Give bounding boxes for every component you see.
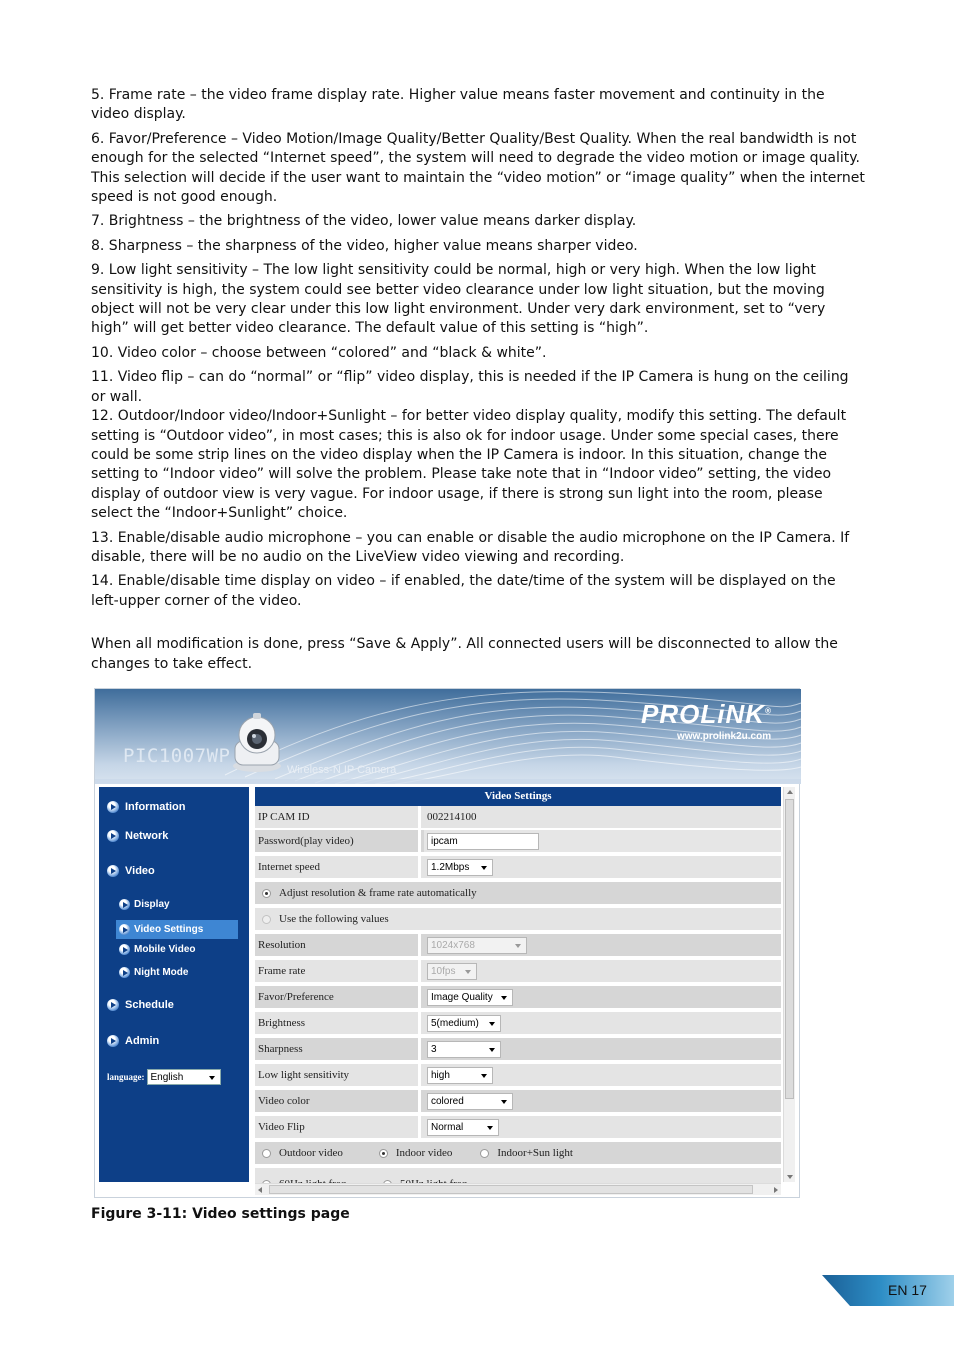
language-label: language: xyxy=(107,1072,145,1082)
nav-night-mode[interactable]: Night Mode xyxy=(119,967,188,978)
nav-network[interactable]: Network xyxy=(107,830,168,842)
sharpness-select[interactable]: 3 xyxy=(427,1041,501,1058)
nav-arrow-icon xyxy=(119,944,130,955)
video-flip-label: Video Flip xyxy=(258,1116,421,1138)
paragraph-low-light: 9. Low light sensitivity – The low light sensitivity could be normal, high or very high. When the low light sensitivity is high, the system could see better video clearance under low light situation, but the moving object will not be very clear under this low light environment. Under very dark environment, set to “very high” will get better video clearance. The default value of this setting is “high”. xyxy=(91,262,826,337)
video-settings-screenshot xyxy=(94,688,800,1198)
row-manual-values xyxy=(255,908,781,932)
resolution-label: Resolution xyxy=(258,934,421,956)
nav-arrow-icon xyxy=(107,1035,119,1047)
row-password xyxy=(255,830,781,854)
settings-panel xyxy=(255,787,781,1182)
camera-icon xyxy=(227,711,287,773)
manual-values-radio[interactable] xyxy=(262,915,271,924)
scroll-down-icon[interactable] xyxy=(787,1175,793,1179)
frame-rate-label: Frame rate xyxy=(258,960,421,982)
password-label: Password(play video) xyxy=(258,830,421,852)
paragraph-time-display: 14. Enable/disable time display on video – if enabled, the date/time of the system will be displayed on the left-upper corner of the video. xyxy=(91,573,836,609)
nav-video[interactable]: Video xyxy=(107,865,155,877)
brightness-select[interactable]: 5(medium) xyxy=(427,1015,501,1032)
indoor-video-radio[interactable] xyxy=(379,1149,388,1158)
language-select[interactable]: English xyxy=(147,1069,221,1085)
paragraph-favor: 6. Favor/Preference – Video Motion/Image Quality/Better Quality/Best Quality. When the real bandwidth is not enough for the selected “Internet speed”, the system will need to degrade the video motion or image quality. This selection will decide if the user want to maintain the “video motion” or “image quality” when the internet speed is not good enough. xyxy=(91,130,865,206)
password-input[interactable]: ipcam xyxy=(427,833,539,850)
row-internet-speed xyxy=(255,856,781,880)
nav-arrow-icon xyxy=(107,999,119,1011)
horizontal-scroll-thumb[interactable] xyxy=(269,1185,753,1194)
brand-name: PROLiNK xyxy=(641,699,765,729)
nav-video-settings[interactable]: Video Settings xyxy=(116,920,238,939)
indoor-video-label: Indoor video xyxy=(395,1147,453,1159)
row-auto-adjust xyxy=(255,882,781,906)
nav-arrow-icon xyxy=(107,865,119,877)
outdoor-video-label: Outdoor video xyxy=(279,1147,343,1159)
internet-speed-select[interactable]: 1.2Mbps xyxy=(427,859,493,876)
nav-mobile-video[interactable]: Mobile Video xyxy=(119,944,196,955)
nav-arrow-icon xyxy=(119,899,130,910)
ip-cam-id-label: IP CAM ID xyxy=(258,806,421,828)
scroll-left-icon[interactable] xyxy=(258,1187,262,1193)
vertical-scroll-thumb[interactable] xyxy=(785,799,794,1099)
scroll-right-icon[interactable] xyxy=(774,1187,778,1193)
video-color-select[interactable]: colored xyxy=(427,1093,513,1110)
figure-caption: Figure 3-11: Video settings page xyxy=(91,1206,350,1222)
favor-label: Favor/Preference xyxy=(258,986,421,1008)
paragraph-outdoor-indoor: 12. Outdoor/Indoor video/Indoor+Sunlight – for better video display quality, modify this setting. The default setting is “Outdoor video”, in most cases; this is also ok for indoor usage. Under some special cases, there could be some strip lines on the video display when the IP Camera is indoor. In this situation, change the setting to “Indoor video” will solve the problem. Please take note that in “Indoor video” setting, the video display of outdoor view is very vague. For indoor usage, if there is strong sun light into the room, please select the “Indoor+Sunlight” choice. xyxy=(91,408,847,522)
row-frame-rate xyxy=(255,960,781,984)
nav-schedule[interactable]: Schedule xyxy=(107,999,174,1011)
row-resolution xyxy=(255,934,781,958)
body-text xyxy=(91,86,866,679)
registered-mark: ® xyxy=(765,706,772,716)
paragraph-save-apply: When all modification is done, press “Save & Apply”. All connected users will be disconnected to allow the changes to take effect. xyxy=(91,636,838,672)
vertical-scrollbar[interactable] xyxy=(783,787,795,1182)
tagline: Wireless-N IP Camera xyxy=(287,764,397,776)
nav-display[interactable]: Display xyxy=(119,899,170,910)
nav-arrow-icon xyxy=(107,801,119,813)
language-selector xyxy=(107,1069,221,1085)
nav-arrow-icon xyxy=(119,924,130,935)
brightness-label: Brightness xyxy=(258,1012,421,1034)
paragraph-brightness: 7. Brightness – the brightness of the video, lower value means darker display. xyxy=(91,213,637,230)
model-name: PIC1007WP xyxy=(123,745,231,767)
indoor-sun-radio[interactable] xyxy=(480,1149,489,1158)
nav-admin[interactable]: Admin xyxy=(107,1035,159,1047)
paragraph-video-flip: 11. Video flip – can do “normal” or “flip” video display, this is needed if the IP Camera is hung on the ceiling or wall. xyxy=(91,369,849,405)
brand-logo xyxy=(641,699,772,730)
brand-url: www.prolink2u.com xyxy=(677,731,772,742)
low-light-select[interactable]: high xyxy=(427,1067,493,1084)
sidebar xyxy=(99,787,249,1182)
row-favor xyxy=(255,986,781,1010)
row-video-color xyxy=(255,1090,781,1114)
paragraph-sharpness: 8. Sharpness – the sharpness of the video, higher value means sharper video. xyxy=(91,237,638,254)
auto-adjust-label: Adjust resolution & frame rate automatically xyxy=(279,887,477,899)
row-brightness xyxy=(255,1012,781,1036)
paragraph-audio: 13. Enable/disable audio microphone – you can enable or disable the audio microphone on the IP Camera. If disable, there will be no audio on the LiveView video viewing and recording. xyxy=(91,529,850,565)
outdoor-video-radio[interactable] xyxy=(262,1149,271,1158)
row-ip-cam-id xyxy=(255,806,781,830)
nav-information[interactable]: Information xyxy=(107,801,186,813)
nav-arrow-icon xyxy=(119,967,130,978)
auto-adjust-radio[interactable] xyxy=(262,889,271,898)
video-flip-select[interactable]: Normal xyxy=(427,1119,499,1136)
paragraph-video-color: 10. Video color – choose between “colored” and “black & white”. xyxy=(91,344,547,361)
sharpness-label: Sharpness xyxy=(258,1038,421,1060)
ip-cam-id-value: 002214100 xyxy=(427,811,477,823)
page-number: EN 17 xyxy=(888,1282,927,1298)
resolution-select[interactable]: 1024x768 xyxy=(427,937,527,954)
low-light-label: Low light sensitivity xyxy=(258,1064,421,1086)
row-sharpness xyxy=(255,1038,781,1062)
row-environment xyxy=(255,1142,781,1166)
manual-values-label: Use the following values xyxy=(279,913,389,925)
favor-select[interactable]: Image Quality xyxy=(427,989,513,1006)
scroll-up-icon[interactable] xyxy=(787,790,793,794)
row-low-light xyxy=(255,1064,781,1088)
internet-speed-label: Internet speed xyxy=(258,856,421,878)
panel-title: Video Settings xyxy=(255,787,781,806)
nav-arrow-icon xyxy=(107,830,119,842)
indoor-sun-label: Indoor+Sun light xyxy=(497,1147,573,1159)
row-video-flip xyxy=(255,1116,781,1140)
frame-rate-select[interactable]: 10fps xyxy=(427,963,477,980)
paragraph-frame-rate: 5. Frame rate – the video frame display rate. Higher value means faster movement and continuity in the video display. xyxy=(91,87,825,123)
horizontal-scrollbar[interactable] xyxy=(255,1183,781,1195)
header-banner xyxy=(95,689,801,784)
video-color-label: Video color xyxy=(258,1090,421,1112)
